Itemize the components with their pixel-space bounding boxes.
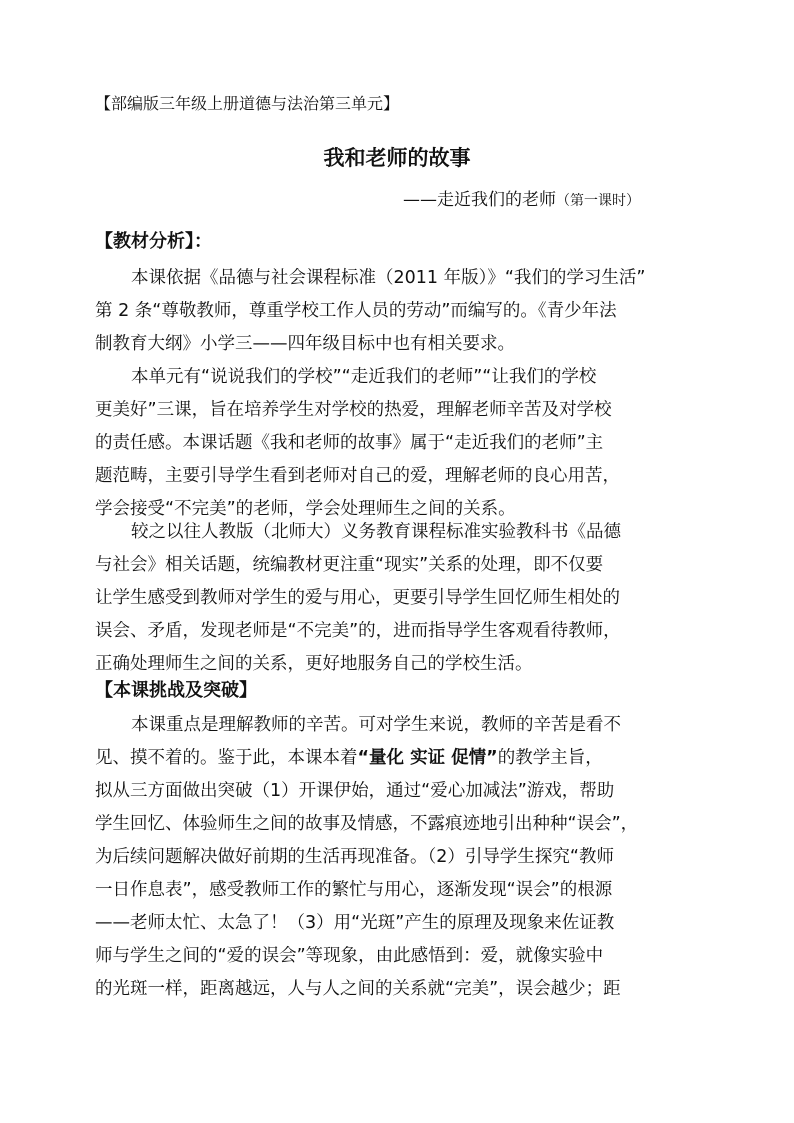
paragraph-line [95,742,705,775]
challenge-paragraph [95,709,705,1006]
subtitle-main: ——走近我们的老师 [403,190,556,210]
paragraph-line: 本课重点是理解教师的辛苦。可对学生来说，教师的辛苦是看不 [131,715,621,735]
analysis-heading: 【教材分析】： [95,231,212,252]
paragraph-line: 师与学生之间的“爱的误会”等现象，由此感悟到：爱，就像实验中 [95,946,604,966]
paragraph-line: 拟从三方面做出突破（1）开课伊始，通过“爱心加减法”游戏，帮助 [95,781,615,801]
paragraph-line: 与社会》相关话题，统编教材更注重“现实”关系的处理，即不仅要 [95,555,604,575]
line-text: 见、摸不着的。鉴于此，本课本着 [95,748,358,768]
paragraph-line: 让学生感受到教师对学生的爱与用心，更要引导学生回忆师生相处的 [95,588,620,608]
challenge-heading: 【本课挑战及突破】 [95,680,257,701]
paragraph-line: 为后续问题解决做好前期的生活再现准备。（2）引导学生探究“教师 [95,847,614,867]
paragraph-line: 制教育大纲》小学三——四年级目标中也有相关要求。 [95,334,515,354]
paragraph-line: 误会、矛盾，发现老师是“不完美”的，进而指导学生客观看待教师， [95,621,621,641]
paragraph-line: ——老师太忙、太急了！（3）用“光斑”产生的原理及现象来佐证教 [95,913,615,933]
paragraph-line: 的光斑一样，距离越远，人与人之间的关系就“完美”，误会越少；距 [95,979,621,999]
paragraph-line: 的责任感。本课话题《我和老师的故事》属于“走近我们的老师”主 [95,433,604,453]
lesson-subtitle [403,188,640,213]
paragraph-line: 题范畴，主要引导学生看到老师对自己的爱，理解老师的良心用苦， [95,466,620,486]
analysis-paragraph-1 [95,262,705,361]
subtitle-note: （第一课时） [556,193,640,209]
paragraph-line: 学会接受“不完美”的老师，学会处理师生之间的关系。 [95,499,516,519]
paragraph-line: 一日作息表”，感受教师工作的繁忙与用心，逐渐发现“误会”的根源 [95,880,613,900]
paragraph-line: 更美好”三课，旨在培养学生对学校的热爱，理解老师辛苦及对学校 [95,400,612,420]
paragraph-line: 本单元有“说说我们的学校”“走近我们的老师”“让我们的学校 [131,367,597,387]
paragraph-line: 本课依据《品德与社会课程标准（2011 年版）》“我们的学习生活” [131,268,646,288]
paragraph-line: 学生回忆、体验师生之间的故事及情感，不露痕迹地引出种种“误会”， [95,814,639,834]
paragraph-line: 正确处理师生之间的关系，更好地服务自己的学校生活。 [95,654,533,674]
lesson-title: 我和老师的故事 [323,146,471,170]
paragraph-line: 较之以往人教版（北师大）义务教育课程标准实验教科书《品德 [131,522,621,542]
analysis-paragraph-3 [95,516,705,681]
unit-header: 【部编版三年级上册道德与法治第三单元】 [95,94,400,113]
line-text: 的教学主旨， [497,748,603,768]
paragraph-line: 第 2 条“尊敬教师，尊重学校工作人员的劳动”而编写的。《青少年法 [95,301,617,321]
analysis-paragraph-2 [95,361,705,526]
teaching-principle: “量化 实证 促情” [357,748,498,768]
